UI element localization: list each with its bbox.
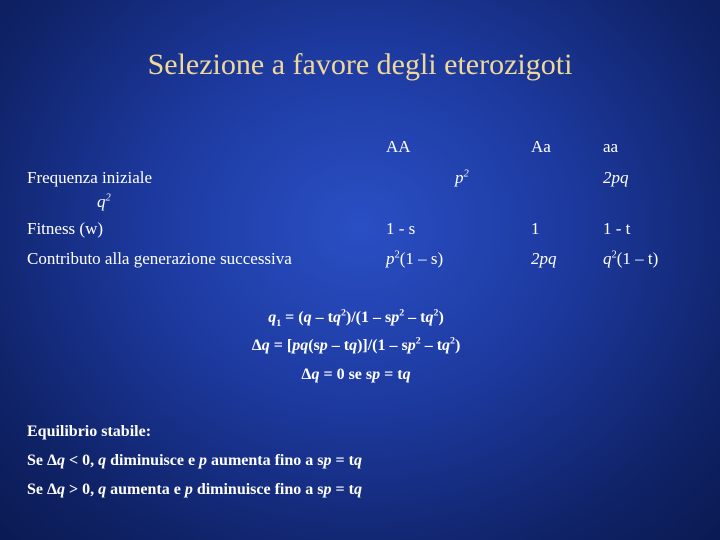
equilibrio-line-1: Se Δq < 0, q diminuisce e p aumenta fino a sp = tq: [27, 452, 362, 469]
equilibrio-heading: Equilibrio stabile:: [27, 423, 152, 440]
equilibrio-line-2: Se Δq > 0, q aumenta e p diminuisce fino a sp = tq: [27, 481, 362, 498]
slide-title: Selezione a favore degli eterozigoti: [147, 48, 573, 81]
fitness-AA: 1 - s: [386, 219, 416, 238]
row-label-contributo: Contributo alla generazione successiva: [27, 249, 292, 268]
row-label-fitness: Fitness (w): [27, 219, 104, 238]
header-Aa: Aa: [531, 137, 551, 156]
equation-equilibrium: Δq = 0 se sp = tq: [301, 366, 411, 383]
header-AA: AA: [386, 137, 411, 156]
header-aa: aa: [603, 137, 619, 156]
contrib-Aa: 2pq: [531, 249, 557, 268]
fitness-Aa: 1: [531, 219, 540, 238]
freq-Aa-value: 2pq: [603, 168, 629, 187]
fitness-aa: 1 - t: [603, 219, 631, 238]
equation-delta-q: $\Delta q = [pq(sp - tq)]/(1 - sp^2 - tq^2)$: [251, 335, 461, 354]
contrib-aa: $q^2(1 - t)$: [603, 249, 659, 268]
row-label-frequenza: Frequenza iniziale: [27, 168, 153, 187]
contrib-AA: $p^2(1 - s)$: [386, 249, 444, 268]
freq-aa-value: $q^2$: [97, 192, 111, 211]
freq-AA-value: $p^2$: [455, 168, 469, 187]
equation-q1: $q_1 = (q - tq^2)/(1 - sp^2 - tq^2)$: [268, 307, 444, 330]
